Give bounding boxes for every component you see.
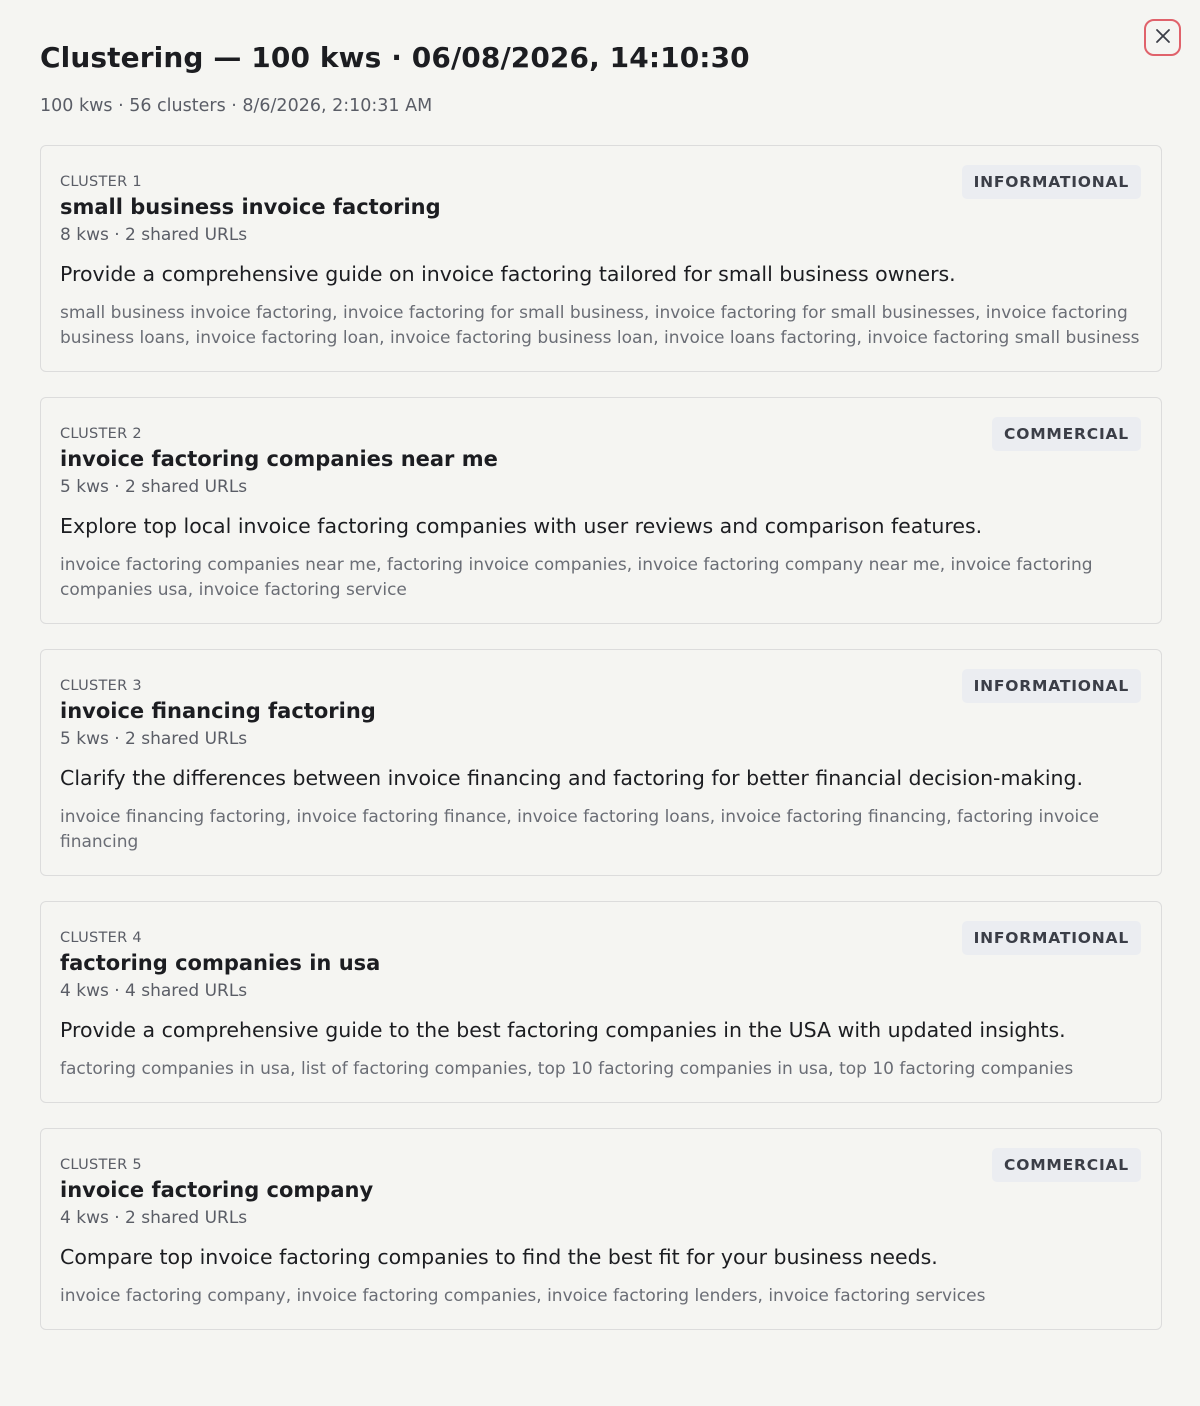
cluster-number: CLUSTER 3 <box>60 678 142 694</box>
cluster-card <box>40 1128 1162 1330</box>
cluster-title: small business invoice factoring <box>60 195 441 219</box>
cluster-keywords: invoice financing factoring, invoice factoring finance, invoice factoring loans, invoice factoring financing, factoring invoice financing <box>60 807 1100 852</box>
cluster-number: CLUSTER 5 <box>60 1157 142 1173</box>
cluster-description: Provide a comprehensive guide to the best factoring companies in the USA with updated insights. <box>60 1018 1066 1042</box>
cluster-description: Compare top invoice factoring companies to find the best fit for your business needs. <box>60 1245 938 1269</box>
cluster-description: Provide a comprehensive guide on invoice factoring tailored for small business owners. <box>60 262 956 286</box>
cluster-keywords: small business invoice factoring, invoice factoring for small business, invoice factoring for small businesses, invoice factoring business loans, invoice factoring loan, invoice factoring business loan, invoice loans factoring, invoice factoring small business <box>60 303 1140 348</box>
cluster-number: CLUSTER 4 <box>60 930 142 946</box>
cluster-card <box>40 901 1162 1103</box>
cluster-title: factoring companies in usa <box>60 951 381 975</box>
close-button[interactable] <box>1144 19 1181 56</box>
intent-badge: INFORMATIONAL <box>962 921 1141 955</box>
cluster-description: Clarify the differences between invoice financing and factoring for better financial decision-making. <box>60 766 1084 790</box>
intent-badge: INFORMATIONAL <box>962 165 1141 199</box>
modal-subtitle: 100 kws · 56 clusters · 8/6/2026, 2:10:31 AM <box>40 96 433 116</box>
cluster-meta: 8 kws · 2 shared URLs <box>60 225 248 245</box>
cluster-title: invoice factoring companies near me <box>60 447 498 471</box>
cluster-meta: 4 kws · 4 shared URLs <box>60 981 248 1001</box>
cluster-number: CLUSTER 2 <box>60 426 142 442</box>
cluster-meta: 4 kws · 2 shared URLs <box>60 1208 248 1228</box>
intent-badge: COMMERCIAL <box>992 417 1141 451</box>
cluster-number: CLUSTER 1 <box>60 174 142 190</box>
close-icon <box>1153 26 1173 49</box>
cluster-meta: 5 kws · 2 shared URLs <box>60 729 248 749</box>
cluster-title: invoice financing factoring <box>60 699 376 723</box>
cluster-list <box>40 145 1162 1355</box>
cluster-title: invoice factoring company <box>60 1178 374 1202</box>
intent-badge: COMMERCIAL <box>992 1148 1141 1182</box>
cluster-keywords: factoring companies in usa, list of factoring companies, top 10 factoring companies in usa, top 10 factoring companies <box>60 1059 1074 1079</box>
cluster-meta: 5 kws · 2 shared URLs <box>60 477 248 497</box>
cluster-keywords: invoice factoring companies near me, factoring invoice companies, invoice factoring company near me, invoice factoring companies usa, invoice factoring service <box>60 555 1093 600</box>
cluster-card <box>40 397 1162 624</box>
intent-badge: INFORMATIONAL <box>962 669 1141 703</box>
cluster-description: Explore top local invoice factoring companies with user reviews and comparison features. <box>60 514 983 538</box>
modal-title: Clustering — 100 kws · 06/08/2026, 14:10:30 <box>40 41 750 74</box>
cluster-keywords: invoice factoring company, invoice factoring companies, invoice factoring lenders, invoice factoring services <box>60 1286 986 1306</box>
cluster-card <box>40 145 1162 372</box>
cluster-card <box>40 649 1162 876</box>
